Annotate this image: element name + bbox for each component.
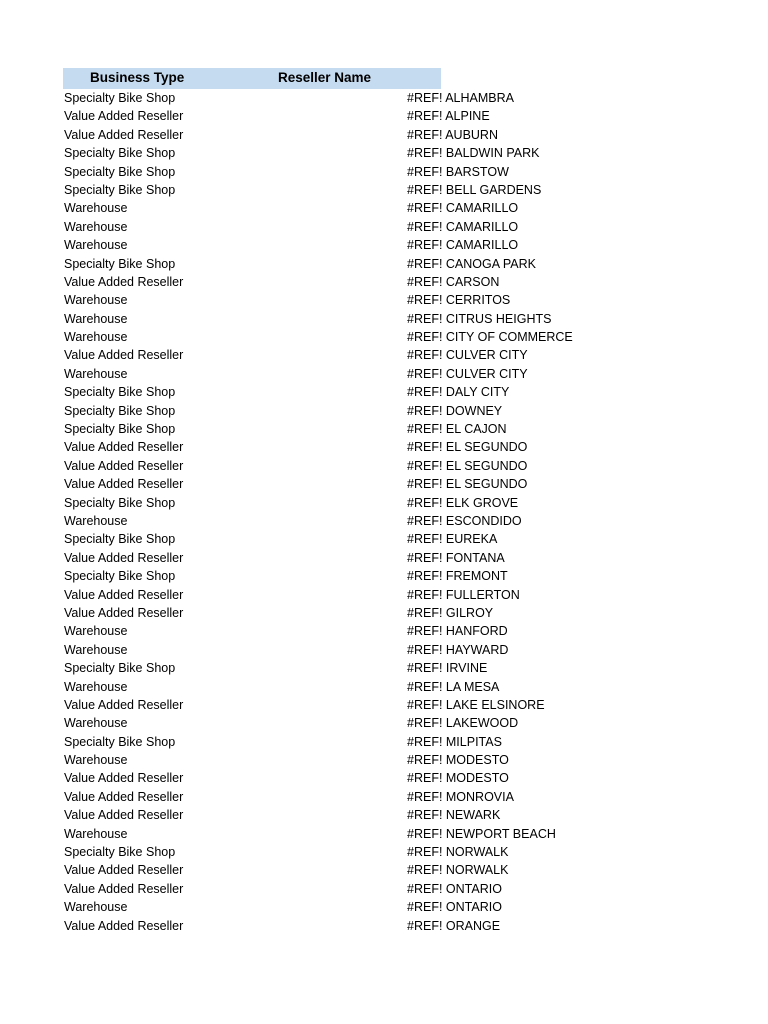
cell-reseller-name: #REF! CULVER CITY bbox=[407, 348, 528, 363]
cell-reseller-name: #REF! BARSTOW bbox=[407, 164, 509, 179]
cell-reseller-name: #REF! ALHAMBRA bbox=[407, 91, 514, 105]
table-row bbox=[0, 696, 768, 714]
cell-business-type: Value Added Reseller bbox=[64, 587, 184, 602]
table-row bbox=[0, 420, 768, 438]
table-row bbox=[0, 843, 768, 861]
cell-business-type: Specialty Bike Shop bbox=[64, 495, 176, 510]
table-row bbox=[0, 806, 768, 824]
cell-reseller-name: #REF! CANOGA PARK bbox=[407, 256, 536, 271]
table-row bbox=[0, 567, 768, 585]
table-row bbox=[0, 659, 768, 677]
cell-business-type: Value Added Reseller bbox=[64, 605, 184, 620]
cell-reseller-name: #REF! CITY OF COMMERCE bbox=[407, 330, 573, 345]
cell-reseller-name: #REF! EL SEGUNDO bbox=[407, 477, 528, 492]
cell-business-type: Specialty Bike Shop bbox=[64, 256, 176, 271]
cell-business-type: Specialty Bike Shop bbox=[64, 146, 176, 161]
table-row bbox=[0, 769, 768, 787]
cell-business-type: Warehouse bbox=[64, 753, 128, 768]
cell-business-type: Specialty Bike Shop bbox=[64, 403, 176, 418]
cell-business-type: Warehouse bbox=[64, 716, 128, 731]
cell-reseller-name: #REF! ORANGE bbox=[407, 918, 501, 933]
table-row bbox=[0, 199, 768, 217]
cell-reseller-name: #REF! MODESTO bbox=[407, 753, 509, 768]
table-row bbox=[0, 586, 768, 604]
table-row bbox=[0, 494, 768, 512]
cell-reseller-name: #REF! HAYWARD bbox=[407, 642, 509, 657]
table-row bbox=[0, 346, 768, 364]
cell-reseller-name: #REF! DOWNEY bbox=[407, 403, 503, 418]
cell-reseller-name: #REF! NORWALK bbox=[407, 863, 509, 878]
table-row bbox=[0, 549, 768, 567]
cell-business-type: Warehouse bbox=[64, 624, 128, 639]
cell-reseller-name: #REF! DALY CITY bbox=[407, 385, 510, 400]
cell-reseller-name: #REF! CITRUS HEIGHTS bbox=[407, 311, 552, 326]
cell-business-type: Warehouse bbox=[64, 642, 128, 657]
cell-business-type: Specialty Bike Shop bbox=[64, 164, 176, 179]
table-row bbox=[0, 365, 768, 383]
cell-reseller-name: #REF! GILROY bbox=[407, 605, 494, 620]
cell-reseller-name: #REF! EL SEGUNDO bbox=[407, 440, 528, 455]
cell-reseller-name: #REF! CARSON bbox=[407, 274, 500, 289]
cell-business-type: Warehouse bbox=[64, 513, 128, 528]
cell-reseller-name: #REF! CERRITOS bbox=[407, 293, 511, 308]
table-row bbox=[0, 310, 768, 328]
cell-business-type: Specialty Bike Shop bbox=[64, 845, 176, 860]
cell-reseller-name: #REF! FONTANA bbox=[407, 550, 505, 565]
cell-business-type: Warehouse bbox=[64, 366, 128, 381]
cell-reseller-name: #REF! FREMONT bbox=[407, 569, 508, 584]
table-row bbox=[0, 641, 768, 659]
table-row bbox=[0, 678, 768, 696]
cell-business-type: Value Added Reseller bbox=[64, 477, 184, 492]
table-row bbox=[0, 163, 768, 181]
cell-business-type: Value Added Reseller bbox=[64, 918, 184, 933]
cell-business-type: Specialty Bike Shop bbox=[64, 569, 176, 584]
cell-reseller-name: #REF! LAKE ELSINORE bbox=[407, 697, 545, 712]
cell-business-type: Value Added Reseller bbox=[64, 127, 184, 142]
cell-business-type: Value Added Reseller bbox=[64, 274, 184, 289]
table-row bbox=[0, 291, 768, 309]
cell-business-type: Specialty Bike Shop bbox=[64, 661, 176, 676]
cell-reseller-name: #REF! CAMARILLO bbox=[407, 219, 519, 234]
cell-business-type: Value Added Reseller bbox=[64, 697, 184, 712]
cell-reseller-name: #REF! LAKEWOOD bbox=[407, 716, 519, 731]
cell-business-type: Value Added Reseller bbox=[64, 550, 184, 565]
cell-business-type: Value Added Reseller bbox=[64, 771, 184, 786]
cell-reseller-name: #REF! HANFORD bbox=[407, 624, 508, 639]
cell-business-type: Warehouse bbox=[64, 219, 128, 234]
table-row bbox=[0, 457, 768, 475]
table-row bbox=[0, 236, 768, 254]
table-row bbox=[0, 144, 768, 162]
cell-reseller-name: #REF! MODESTO bbox=[407, 771, 509, 786]
table-row bbox=[0, 383, 768, 401]
table-row bbox=[0, 218, 768, 236]
cell-reseller-name: #REF! IRVINE bbox=[407, 661, 488, 676]
cell-business-type: Warehouse bbox=[64, 238, 128, 253]
table-row bbox=[0, 402, 768, 420]
cell-reseller-name: #REF! NORWALK bbox=[407, 845, 509, 860]
cell-reseller-name: #REF! FULLERTON bbox=[407, 587, 520, 602]
cell-reseller-name: #REF! CAMARILLO bbox=[407, 238, 519, 253]
cell-reseller-name: #REF! CAMARILLO bbox=[407, 201, 519, 216]
cell-business-type: Value Added Reseller bbox=[64, 881, 184, 896]
table-row bbox=[0, 880, 768, 898]
table-row bbox=[0, 89, 768, 107]
cell-business-type: Warehouse bbox=[64, 293, 128, 308]
cell-reseller-name: #REF! ELK GROVE bbox=[407, 495, 519, 510]
cell-business-type: Specialty Bike Shop bbox=[64, 422, 176, 437]
cell-reseller-name: #REF! ONTARIO bbox=[407, 881, 502, 896]
table-row bbox=[0, 861, 768, 879]
table-row bbox=[0, 898, 768, 916]
table-row bbox=[0, 107, 768, 125]
table-row bbox=[0, 126, 768, 144]
table-row bbox=[0, 788, 768, 806]
cell-business-type: Value Added Reseller bbox=[64, 863, 184, 878]
cell-reseller-name: #REF! CULVER CITY bbox=[407, 366, 528, 381]
table-row bbox=[0, 714, 768, 732]
table-row bbox=[0, 475, 768, 493]
cell-business-type: Warehouse bbox=[64, 311, 128, 326]
table-row bbox=[0, 825, 768, 843]
cell-business-type: Specialty Bike Shop bbox=[64, 91, 176, 105]
cell-business-type: Specialty Bike Shop bbox=[64, 734, 176, 749]
cell-business-type: Value Added Reseller bbox=[64, 440, 184, 455]
cell-business-type: Value Added Reseller bbox=[64, 458, 184, 473]
table-row bbox=[0, 255, 768, 273]
table-row bbox=[0, 530, 768, 548]
cell-business-type: Value Added Reseller bbox=[64, 789, 184, 804]
table-row bbox=[0, 328, 768, 346]
cell-business-type: Warehouse bbox=[64, 201, 128, 216]
table-row bbox=[0, 273, 768, 291]
cell-reseller-name: #REF! NEWARK bbox=[407, 808, 501, 823]
cell-reseller-name: #REF! LA MESA bbox=[407, 679, 500, 694]
table-header bbox=[63, 68, 441, 89]
cell-reseller-name: #REF! ESCONDIDO bbox=[407, 513, 522, 528]
table-row bbox=[0, 181, 768, 199]
cell-reseller-name: #REF! MILPITAS bbox=[407, 734, 502, 749]
cell-business-type: Specialty Bike Shop bbox=[64, 385, 176, 400]
table-row bbox=[0, 622, 768, 640]
cell-reseller-name: #REF! ALPINE bbox=[407, 109, 490, 124]
cell-reseller-name: #REF! AUBURN bbox=[407, 127, 498, 142]
cell-reseller-name: #REF! EUREKA bbox=[407, 532, 498, 547]
cell-business-type: Specialty Bike Shop bbox=[64, 532, 176, 547]
table-row bbox=[0, 604, 768, 622]
cell-reseller-name: #REF! BALDWIN PARK bbox=[407, 146, 540, 161]
cell-business-type: Warehouse bbox=[64, 679, 128, 694]
table-row bbox=[0, 512, 768, 530]
table-row bbox=[0, 917, 768, 935]
cell-business-type: Warehouse bbox=[64, 330, 128, 345]
cell-reseller-name: #REF! NEWPORT BEACH bbox=[407, 826, 556, 841]
cell-business-type: Warehouse bbox=[64, 900, 128, 915]
cell-reseller-name: #REF! ONTARIO bbox=[407, 900, 502, 915]
cell-business-type: Value Added Reseller bbox=[64, 808, 184, 823]
cell-business-type: Specialty Bike Shop bbox=[64, 182, 176, 197]
table-row bbox=[0, 751, 768, 769]
column-header-reseller-name: Reseller Name bbox=[278, 70, 372, 85]
cell-business-type: Value Added Reseller bbox=[64, 348, 184, 363]
table-row bbox=[0, 438, 768, 456]
cell-reseller-name: #REF! BELL GARDENS bbox=[407, 182, 542, 197]
table-row bbox=[0, 733, 768, 751]
column-header-business-type: Business Type bbox=[90, 70, 185, 85]
cell-reseller-name: #REF! EL SEGUNDO bbox=[407, 458, 528, 473]
cell-reseller-name: #REF! EL CAJON bbox=[407, 422, 507, 437]
table-body bbox=[0, 89, 768, 935]
cell-reseller-name: #REF! MONROVIA bbox=[407, 789, 514, 804]
cell-business-type: Warehouse bbox=[64, 826, 128, 841]
cell-business-type: Value Added Reseller bbox=[64, 109, 184, 124]
